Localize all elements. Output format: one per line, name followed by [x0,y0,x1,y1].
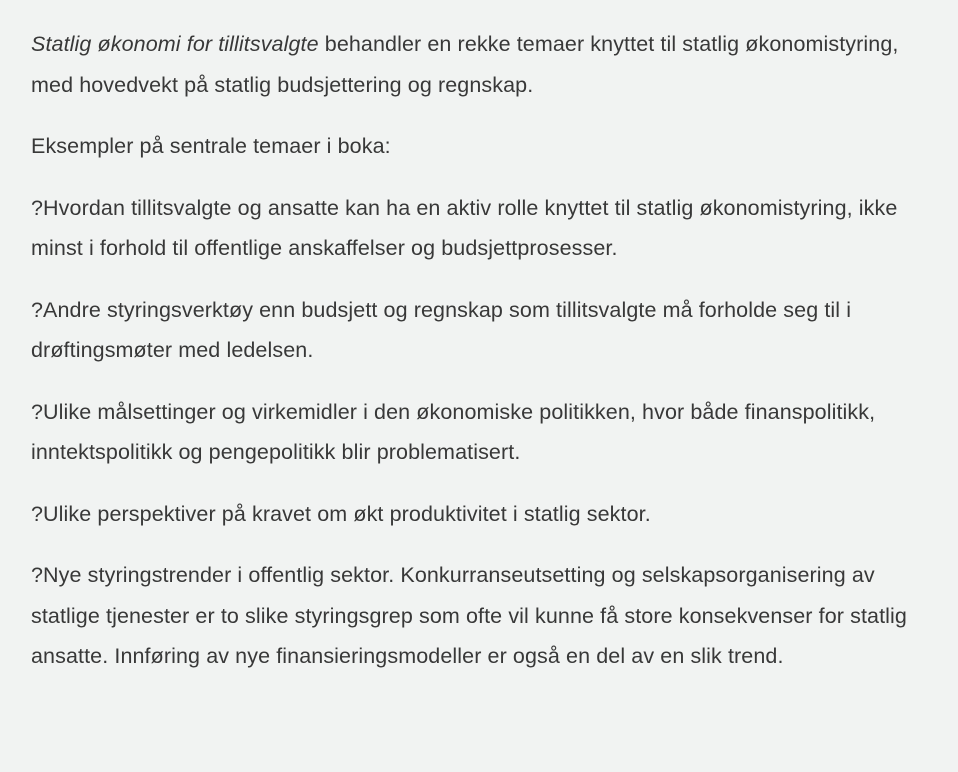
examples-heading: Eksempler på sentrale temaer i boka: [31,134,391,158]
topic-item: ?Nye styringstrender i offentlig sektor. Konkurranseutsetting og selskapsorganisering av statlige tjenester er to slike styringsgrep som ofte vil kunne få store konsekvenser for statlig ansatte. Innføring av nye finansieringsmodeller er også en del av en slik trend. [31,563,907,668]
topic-item: ?Ulike målsettinger og virkemidler i den økonomiske politikken, hvor både finanspolitikk, inntektspolitikk og pengepolitikk blir problematisert. [31,399,876,464]
intro-paragraph [31,24,931,105]
intro-text: behandler en rekke temaer knyttet til statlig økonomistyring, med hovedvekt på statlig budsjettering og regnskap. [31,32,899,97]
book-title: Statlig økonomi for tillitsvalgte [31,32,319,56]
topic-item: ?Andre styringsverktøy enn budsjett og regnskap som tillitsvalgte må forholde seg til i drøftingsmøter med ledelsen. [31,297,852,362]
topic-item: ?Hvordan tillitsvalgte og ansatte kan ha en aktiv rolle knyttet til statlig økonomistyring, ikke minst i forhold til offentlige anskaffelser og budsjettprosesser. [31,195,898,260]
description-text [31,24,931,698]
topic-item: ?Ulike perspektiver på kravet om økt produktivitet i statlig sektor. [31,501,651,526]
